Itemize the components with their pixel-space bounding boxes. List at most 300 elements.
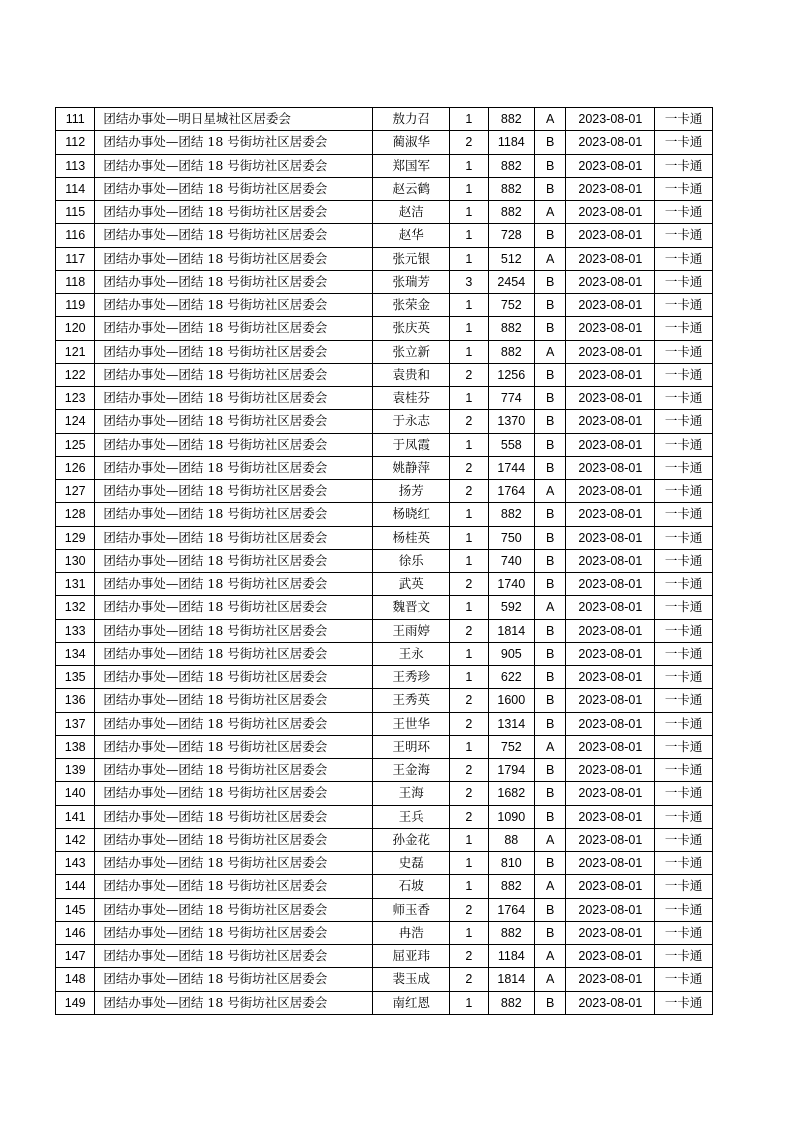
category-class-cell: B [535, 852, 566, 875]
person-name-cell: 杨桂英 [373, 526, 450, 549]
payment-method-cell: 一卡通 [655, 201, 713, 224]
household-count-cell: 2 [450, 805, 488, 828]
household-count-cell: 1 [450, 247, 488, 270]
household-count-cell: 1 [450, 642, 488, 665]
payment-method-cell: 一卡通 [655, 782, 713, 805]
person-name-cell: 张庆英 [373, 317, 450, 340]
category-class-cell: B [535, 433, 566, 456]
payment-date-cell: 2023-08-01 [566, 294, 655, 317]
payment-date-cell: 2023-08-01 [566, 270, 655, 293]
payment-method-cell: 一卡通 [655, 666, 713, 689]
payment-method-cell: 一卡通 [655, 991, 713, 1014]
payment-amount-cell: 1814 [488, 968, 534, 991]
payment-method-cell: 一卡通 [655, 433, 713, 456]
household-count-cell: 2 [450, 945, 488, 968]
payment-method-cell: 一卡通 [655, 526, 713, 549]
category-class-cell: A [535, 828, 566, 851]
row-number-cell: 130 [56, 549, 95, 572]
payment-method-cell: 一卡通 [655, 735, 713, 758]
row-number-cell: 142 [56, 828, 95, 851]
payment-amount-cell: 1184 [488, 131, 534, 154]
category-class-cell: B [535, 131, 566, 154]
payment-date-cell: 2023-08-01 [566, 828, 655, 851]
unit-name-cell: 团结办事处—团结 18 号街坊社区居委会 [95, 642, 373, 665]
table-row [56, 666, 713, 689]
table-row [56, 875, 713, 898]
payment-date-cell: 2023-08-01 [566, 991, 655, 1014]
household-count-cell: 1 [450, 294, 488, 317]
unit-name-cell: 团结办事处—团结 18 号街坊社区居委会 [95, 666, 373, 689]
category-class-cell: B [535, 177, 566, 200]
household-count-cell: 1 [450, 526, 488, 549]
row-number-cell: 126 [56, 456, 95, 479]
payment-method-cell: 一卡通 [655, 759, 713, 782]
table-row [56, 410, 713, 433]
category-class-cell: B [535, 619, 566, 642]
category-class-cell: B [535, 549, 566, 572]
person-name-cell: 王海 [373, 782, 450, 805]
person-name-cell: 史磊 [373, 852, 450, 875]
row-number-cell: 111 [56, 108, 95, 131]
unit-name-cell: 团结办事处—团结 18 号街坊社区居委会 [95, 596, 373, 619]
row-number-cell: 141 [56, 805, 95, 828]
row-number-cell: 122 [56, 363, 95, 386]
household-count-cell: 2 [450, 410, 488, 433]
payment-method-cell: 一卡通 [655, 828, 713, 851]
person-name-cell: 石坡 [373, 875, 450, 898]
roster-body [56, 108, 713, 1015]
payment-date-cell: 2023-08-01 [566, 503, 655, 526]
payment-method-cell: 一卡通 [655, 898, 713, 921]
payment-date-cell: 2023-08-01 [566, 549, 655, 572]
payment-amount-cell: 1764 [488, 898, 534, 921]
payment-method-cell: 一卡通 [655, 945, 713, 968]
unit-name-cell: 团结办事处—团结 18 号街坊社区居委会 [95, 805, 373, 828]
payment-amount-cell: 1764 [488, 480, 534, 503]
household-count-cell: 2 [450, 898, 488, 921]
person-name-cell: 王兵 [373, 805, 450, 828]
household-count-cell: 1 [450, 224, 488, 247]
household-count-cell: 1 [450, 921, 488, 944]
table-row [56, 340, 713, 363]
payment-amount-cell: 882 [488, 503, 534, 526]
row-number-cell: 118 [56, 270, 95, 293]
household-count-cell: 2 [450, 131, 488, 154]
payment-amount-cell: 2454 [488, 270, 534, 293]
payment-method-cell: 一卡通 [655, 224, 713, 247]
unit-name-cell: 团结办事处—团结 18 号街坊社区居委会 [95, 410, 373, 433]
row-number-cell: 146 [56, 921, 95, 944]
category-class-cell: A [535, 596, 566, 619]
person-name-cell: 于凤霞 [373, 433, 450, 456]
payment-date-cell: 2023-08-01 [566, 456, 655, 479]
category-class-cell: B [535, 573, 566, 596]
payment-method-cell: 一卡通 [655, 294, 713, 317]
payment-method-cell: 一卡通 [655, 456, 713, 479]
category-class-cell: A [535, 875, 566, 898]
payment-date-cell: 2023-08-01 [566, 247, 655, 270]
payment-date-cell: 2023-08-01 [566, 921, 655, 944]
payment-date-cell: 2023-08-01 [566, 945, 655, 968]
payment-amount-cell: 1682 [488, 782, 534, 805]
payment-amount-cell: 882 [488, 875, 534, 898]
category-class-cell: A [535, 201, 566, 224]
household-count-cell: 2 [450, 480, 488, 503]
person-name-cell: 张元银 [373, 247, 450, 270]
payment-date-cell: 2023-08-01 [566, 410, 655, 433]
payment-date-cell: 2023-08-01 [566, 177, 655, 200]
table-row [56, 108, 713, 131]
unit-name-cell: 团结办事处—团结 18 号街坊社区居委会 [95, 177, 373, 200]
row-number-cell: 139 [56, 759, 95, 782]
row-number-cell: 140 [56, 782, 95, 805]
table-row [56, 294, 713, 317]
payment-date-cell: 2023-08-01 [566, 363, 655, 386]
person-name-cell: 徐乐 [373, 549, 450, 572]
payment-date-cell: 2023-08-01 [566, 131, 655, 154]
payment-date-cell: 2023-08-01 [566, 480, 655, 503]
person-name-cell: 赵云鹤 [373, 177, 450, 200]
household-count-cell: 1 [450, 108, 488, 131]
payment-amount-cell: 882 [488, 921, 534, 944]
table-row [56, 968, 713, 991]
table-row [56, 921, 713, 944]
person-name-cell: 蔺淑华 [373, 131, 450, 154]
category-class-cell: B [535, 712, 566, 735]
household-count-cell: 1 [450, 317, 488, 340]
household-count-cell: 2 [450, 619, 488, 642]
person-name-cell: 张立新 [373, 340, 450, 363]
category-class-cell: B [535, 363, 566, 386]
category-class-cell: B [535, 642, 566, 665]
table-row [56, 201, 713, 224]
payment-date-cell: 2023-08-01 [566, 712, 655, 735]
payment-date-cell: 2023-08-01 [566, 224, 655, 247]
unit-name-cell: 团结办事处—团结 18 号街坊社区居委会 [95, 294, 373, 317]
household-count-cell: 2 [450, 456, 488, 479]
household-count-cell: 1 [450, 875, 488, 898]
table-row [56, 456, 713, 479]
row-number-cell: 112 [56, 131, 95, 154]
row-number-cell: 149 [56, 991, 95, 1014]
payment-date-cell: 2023-08-01 [566, 317, 655, 340]
payment-date-cell: 2023-08-01 [566, 759, 655, 782]
payment-method-cell: 一卡通 [655, 968, 713, 991]
payment-amount-cell: 1600 [488, 689, 534, 712]
person-name-cell: 王雨婷 [373, 619, 450, 642]
unit-name-cell: 团结办事处—团结 18 号街坊社区居委会 [95, 247, 373, 270]
row-number-cell: 133 [56, 619, 95, 642]
table-row [56, 503, 713, 526]
row-number-cell: 129 [56, 526, 95, 549]
payment-method-cell: 一卡通 [655, 549, 713, 572]
table-row [56, 154, 713, 177]
table-row [56, 573, 713, 596]
payment-method-cell: 一卡通 [655, 108, 713, 131]
payment-method-cell: 一卡通 [655, 619, 713, 642]
person-name-cell: 赵华 [373, 224, 450, 247]
payment-method-cell: 一卡通 [655, 573, 713, 596]
unit-name-cell: 团结办事处—团结 18 号街坊社区居委会 [95, 712, 373, 735]
unit-name-cell: 团结办事处—团结 18 号街坊社区居委会 [95, 898, 373, 921]
unit-name-cell: 团结办事处—团结 18 号街坊社区居委会 [95, 991, 373, 1014]
category-class-cell: B [535, 317, 566, 340]
table-row [56, 759, 713, 782]
payment-amount-cell: 882 [488, 340, 534, 363]
payment-amount-cell: 882 [488, 317, 534, 340]
category-class-cell: B [535, 224, 566, 247]
payment-date-cell: 2023-08-01 [566, 154, 655, 177]
unit-name-cell: 团结办事处—团结 18 号街坊社区居委会 [95, 317, 373, 340]
category-class-cell: B [535, 294, 566, 317]
category-class-cell: A [535, 247, 566, 270]
table-row [56, 526, 713, 549]
household-count-cell: 1 [450, 154, 488, 177]
row-number-cell: 119 [56, 294, 95, 317]
row-number-cell: 114 [56, 177, 95, 200]
payment-method-cell: 一卡通 [655, 921, 713, 944]
payment-amount-cell: 1814 [488, 619, 534, 642]
payment-date-cell: 2023-08-01 [566, 782, 655, 805]
payment-amount-cell: 728 [488, 224, 534, 247]
unit-name-cell: 团结办事处—团结 18 号街坊社区居委会 [95, 852, 373, 875]
payment-date-cell: 2023-08-01 [566, 642, 655, 665]
payment-method-cell: 一卡通 [655, 642, 713, 665]
payment-amount-cell: 558 [488, 433, 534, 456]
payment-amount-cell: 752 [488, 735, 534, 758]
category-class-cell: A [535, 968, 566, 991]
row-number-cell: 138 [56, 735, 95, 758]
payment-amount-cell: 752 [488, 294, 534, 317]
row-number-cell: 121 [56, 340, 95, 363]
person-name-cell: 王秀英 [373, 689, 450, 712]
payment-method-cell: 一卡通 [655, 875, 713, 898]
person-name-cell: 冉浩 [373, 921, 450, 944]
unit-name-cell: 团结办事处—团结 18 号街坊社区居委会 [95, 340, 373, 363]
payment-amount-cell: 740 [488, 549, 534, 572]
household-count-cell: 1 [450, 549, 488, 572]
category-class-cell: B [535, 782, 566, 805]
payment-date-cell: 2023-08-01 [566, 340, 655, 363]
unit-name-cell: 团结办事处—团结 18 号街坊社区居委会 [95, 875, 373, 898]
unit-name-cell: 团结办事处—团结 18 号街坊社区居委会 [95, 759, 373, 782]
unit-name-cell: 团结办事处—团结 18 号街坊社区居委会 [95, 131, 373, 154]
row-number-cell: 124 [56, 410, 95, 433]
payment-method-cell: 一卡通 [655, 689, 713, 712]
row-number-cell: 137 [56, 712, 95, 735]
unit-name-cell: 团结办事处—团结 18 号街坊社区居委会 [95, 387, 373, 410]
payment-method-cell: 一卡通 [655, 852, 713, 875]
payment-method-cell: 一卡通 [655, 340, 713, 363]
household-count-cell: 2 [450, 573, 488, 596]
payment-date-cell: 2023-08-01 [566, 968, 655, 991]
unit-name-cell: 团结办事处—明日星城社区居委会 [95, 108, 373, 131]
table-row [56, 991, 713, 1014]
roster-table [55, 107, 713, 1015]
row-number-cell: 147 [56, 945, 95, 968]
category-class-cell: B [535, 456, 566, 479]
category-class-cell: A [535, 480, 566, 503]
category-class-cell: B [535, 387, 566, 410]
category-class-cell: B [535, 666, 566, 689]
payment-amount-cell: 1370 [488, 410, 534, 433]
person-name-cell: 于永志 [373, 410, 450, 433]
payment-date-cell: 2023-08-01 [566, 875, 655, 898]
row-number-cell: 120 [56, 317, 95, 340]
payment-amount-cell: 882 [488, 154, 534, 177]
payment-amount-cell: 1744 [488, 456, 534, 479]
household-count-cell: 1 [450, 340, 488, 363]
payment-amount-cell: 750 [488, 526, 534, 549]
household-count-cell: 1 [450, 433, 488, 456]
unit-name-cell: 团结办事处—团结 18 号街坊社区居委会 [95, 201, 373, 224]
table-row [56, 642, 713, 665]
category-class-cell: B [535, 921, 566, 944]
household-count-cell: 1 [450, 828, 488, 851]
unit-name-cell: 团结办事处—团结 18 号街坊社区居委会 [95, 154, 373, 177]
row-number-cell: 148 [56, 968, 95, 991]
person-name-cell: 袁桂芬 [373, 387, 450, 410]
unit-name-cell: 团结办事处—团结 18 号街坊社区居委会 [95, 945, 373, 968]
payment-date-cell: 2023-08-01 [566, 689, 655, 712]
payment-amount-cell: 1256 [488, 363, 534, 386]
table-row [56, 363, 713, 386]
person-name-cell: 张荣金 [373, 294, 450, 317]
table-row [56, 480, 713, 503]
unit-name-cell: 团结办事处—团结 18 号街坊社区居委会 [95, 549, 373, 572]
payment-amount-cell: 592 [488, 596, 534, 619]
table-row [56, 317, 713, 340]
table-row [56, 852, 713, 875]
table-row [56, 549, 713, 572]
row-number-cell: 135 [56, 666, 95, 689]
payment-method-cell: 一卡通 [655, 503, 713, 526]
table-row [56, 247, 713, 270]
category-class-cell: B [535, 526, 566, 549]
payment-method-cell: 一卡通 [655, 131, 713, 154]
category-class-cell: B [535, 805, 566, 828]
unit-name-cell: 团结办事处—团结 18 号街坊社区居委会 [95, 526, 373, 549]
payment-method-cell: 一卡通 [655, 596, 713, 619]
unit-name-cell: 团结办事处—团结 18 号街坊社区居委会 [95, 433, 373, 456]
unit-name-cell: 团结办事处—团结 18 号街坊社区居委会 [95, 224, 373, 247]
table-row [56, 712, 713, 735]
category-class-cell: B [535, 154, 566, 177]
category-class-cell: B [535, 759, 566, 782]
unit-name-cell: 团结办事处—团结 18 号街坊社区居委会 [95, 573, 373, 596]
person-name-cell: 魏晋文 [373, 596, 450, 619]
person-name-cell: 扬芳 [373, 480, 450, 503]
household-count-cell: 1 [450, 387, 488, 410]
unit-name-cell: 团结办事处—团结 18 号街坊社区居委会 [95, 363, 373, 386]
table-row [56, 596, 713, 619]
household-count-cell: 2 [450, 363, 488, 386]
row-number-cell: 125 [56, 433, 95, 456]
payment-amount-cell: 774 [488, 387, 534, 410]
unit-name-cell: 团结办事处—团结 18 号街坊社区居委会 [95, 619, 373, 642]
payment-method-cell: 一卡通 [655, 805, 713, 828]
person-name-cell: 杨晓红 [373, 503, 450, 526]
unit-name-cell: 团结办事处—团结 18 号街坊社区居委会 [95, 921, 373, 944]
table-row [56, 619, 713, 642]
unit-name-cell: 团结办事处—团结 18 号街坊社区居委会 [95, 689, 373, 712]
payment-method-cell: 一卡通 [655, 712, 713, 735]
row-number-cell: 115 [56, 201, 95, 224]
payment-method-cell: 一卡通 [655, 177, 713, 200]
payment-amount-cell: 1090 [488, 805, 534, 828]
table-row [56, 689, 713, 712]
person-name-cell: 袁贵和 [373, 363, 450, 386]
category-class-cell: A [535, 945, 566, 968]
table-row [56, 131, 713, 154]
payment-date-cell: 2023-08-01 [566, 433, 655, 456]
person-name-cell: 王永 [373, 642, 450, 665]
table-row [56, 224, 713, 247]
category-class-cell: A [535, 735, 566, 758]
row-number-cell: 136 [56, 689, 95, 712]
row-number-cell: 128 [56, 503, 95, 526]
row-number-cell: 144 [56, 875, 95, 898]
person-name-cell: 师玉香 [373, 898, 450, 921]
table-row [56, 735, 713, 758]
payment-date-cell: 2023-08-01 [566, 596, 655, 619]
table-row [56, 898, 713, 921]
person-name-cell: 孙金花 [373, 828, 450, 851]
person-name-cell: 郑国军 [373, 154, 450, 177]
payment-amount-cell: 622 [488, 666, 534, 689]
household-count-cell: 1 [450, 735, 488, 758]
row-number-cell: 123 [56, 387, 95, 410]
person-name-cell: 屈亚玮 [373, 945, 450, 968]
household-count-cell: 1 [450, 596, 488, 619]
category-class-cell: A [535, 108, 566, 131]
person-name-cell: 王秀珍 [373, 666, 450, 689]
payment-date-cell: 2023-08-01 [566, 666, 655, 689]
payment-date-cell: 2023-08-01 [566, 735, 655, 758]
person-name-cell: 姚静萍 [373, 456, 450, 479]
person-name-cell: 裴玉成 [373, 968, 450, 991]
table-row [56, 828, 713, 851]
unit-name-cell: 团结办事处—团结 18 号街坊社区居委会 [95, 480, 373, 503]
household-count-cell: 3 [450, 270, 488, 293]
payment-date-cell: 2023-08-01 [566, 619, 655, 642]
person-name-cell: 敖力召 [373, 108, 450, 131]
payment-amount-cell: 882 [488, 201, 534, 224]
payment-date-cell: 2023-08-01 [566, 573, 655, 596]
payment-date-cell: 2023-08-01 [566, 108, 655, 131]
payment-amount-cell: 88 [488, 828, 534, 851]
payment-method-cell: 一卡通 [655, 410, 713, 433]
payment-date-cell: 2023-08-01 [566, 805, 655, 828]
table-row [56, 805, 713, 828]
person-name-cell: 王世华 [373, 712, 450, 735]
row-number-cell: 134 [56, 642, 95, 665]
row-number-cell: 116 [56, 224, 95, 247]
row-number-cell: 117 [56, 247, 95, 270]
payment-method-cell: 一卡通 [655, 317, 713, 340]
payment-method-cell: 一卡通 [655, 363, 713, 386]
household-count-cell: 1 [450, 201, 488, 224]
payment-method-cell: 一卡通 [655, 154, 713, 177]
household-count-cell: 2 [450, 759, 488, 782]
table-row [56, 270, 713, 293]
household-count-cell: 1 [450, 852, 488, 875]
unit-name-cell: 团结办事处—团结 18 号街坊社区居委会 [95, 968, 373, 991]
payment-method-cell: 一卡通 [655, 247, 713, 270]
category-class-cell: B [535, 270, 566, 293]
payment-amount-cell: 882 [488, 177, 534, 200]
payment-amount-cell: 882 [488, 108, 534, 131]
